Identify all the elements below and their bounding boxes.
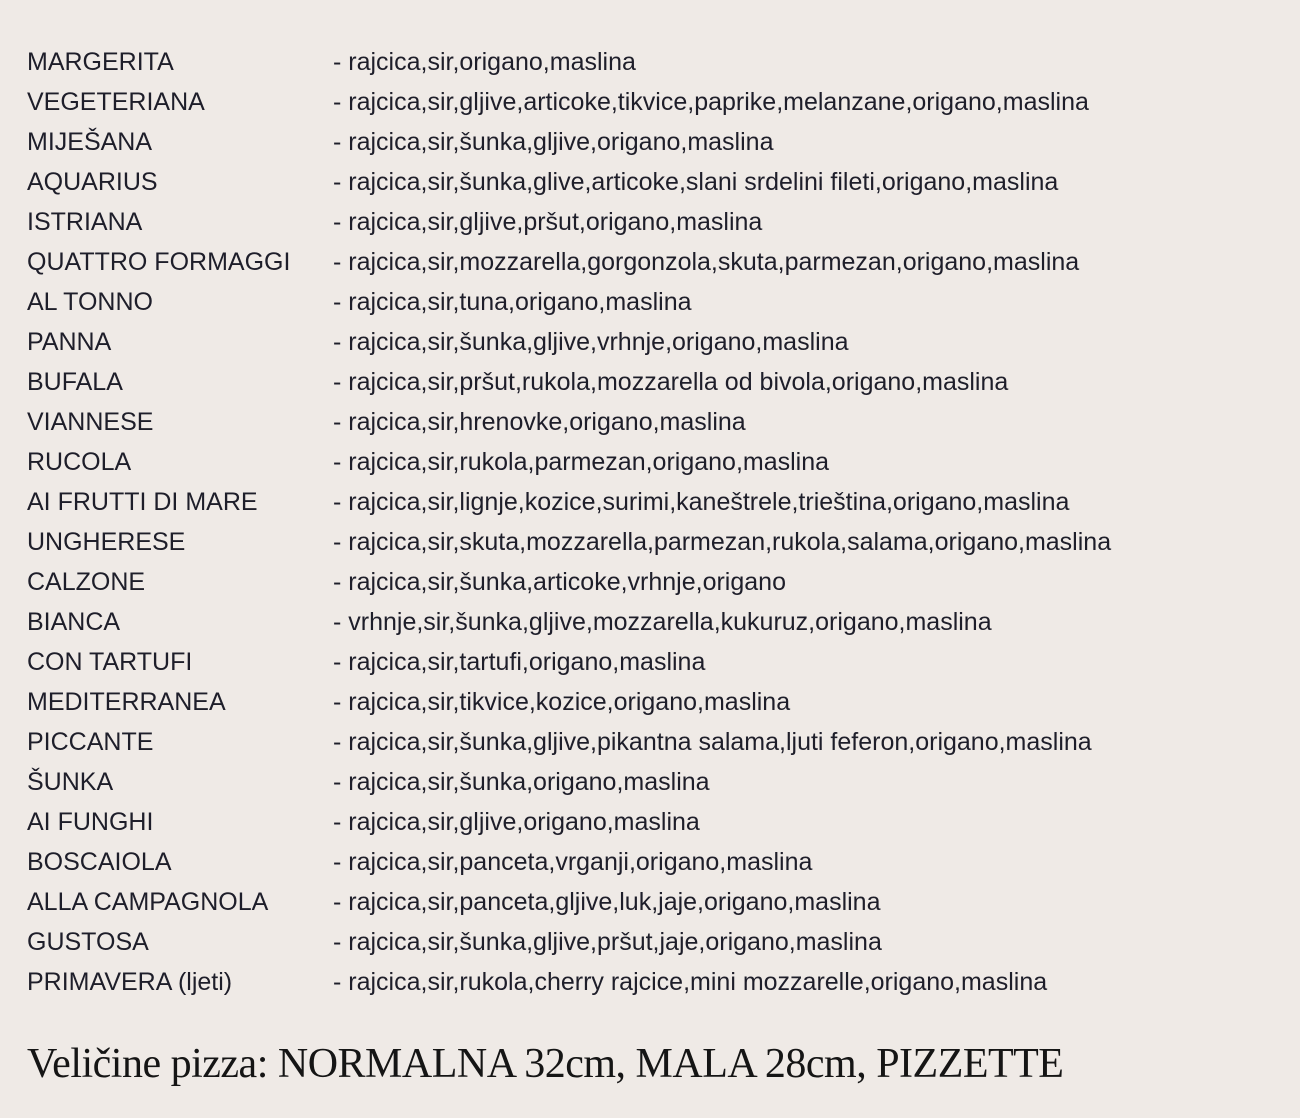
menu-row (27, 562, 1277, 602)
pizza-name: QUATTRO FORMAGGI (27, 248, 291, 276)
pizza-ingredients: - rajcica,sir,šunka,articoke,vrhnje,origano (333, 568, 786, 596)
menu-row (27, 842, 1277, 882)
menu-row (27, 202, 1277, 242)
pizza-name: BUFALA (27, 368, 123, 396)
pizza-ingredients: - rajcica,sir,gljive,articoke,tikvice,paprike,melanzane,origano,maslina (333, 88, 1089, 116)
menu-row (27, 362, 1277, 402)
pizza-name: RUCOLA (27, 448, 132, 476)
pizza-name: GUSTOSA (27, 928, 149, 956)
pizza-ingredients: - rajcica,sir,rukola,cherry rajcice,mini mozzarelle,origano,maslina (333, 968, 1048, 996)
pizza-ingredients: - rajcica,sir,šunka,origano,maslina (333, 768, 710, 796)
menu-row (27, 762, 1277, 802)
pizza-name: UNGHERESE (27, 528, 186, 556)
pizza-name: BOSCAIOLA (27, 848, 172, 876)
menu-row (27, 402, 1277, 442)
pizza-name: ISTRIANA (27, 208, 143, 236)
menu-row (27, 922, 1277, 962)
pizza-ingredients: - rajcica,sir,tikvice,kozice,origano,maslina (333, 688, 791, 716)
pizza-ingredients: - rajcica,sir,gljive,pršut,origano,maslina (333, 208, 763, 236)
pizza-sizes-note: Veličine pizza: NORMALNA 32cm, MALA 28cm, PIZZETTE (27, 1041, 1064, 1087)
pizza-name: PANNA (27, 328, 112, 356)
menu-row (27, 522, 1277, 562)
pizza-ingredients: - rajcica,sir,mozzarella,gorgonzola,skuta,parmezan,origano,maslina (333, 248, 1080, 276)
menu-row (27, 242, 1277, 282)
pizza-ingredients: - rajcica,sir,tartufi,origano,maslina (333, 648, 706, 676)
menu-row (27, 802, 1277, 842)
pizza-name: AL TONNO (27, 288, 153, 316)
menu-row (27, 642, 1277, 682)
pizza-name: MARGERITA (27, 48, 174, 76)
pizza-name: AI FUNGHI (27, 808, 154, 836)
pizza-ingredients: - rajcica,sir,gljive,origano,maslina (333, 808, 700, 836)
menu-row (27, 82, 1277, 122)
menu-row (27, 42, 1277, 82)
pizza-ingredients: - rajcica,sir,panceta,vrganji,origano,maslina (333, 848, 813, 876)
pizza-name: VIANNESE (27, 408, 154, 436)
pizza-name: MEDITERRANEA (27, 688, 226, 716)
pizza-name: ALLA CAMPAGNOLA (27, 888, 269, 916)
menu-row (27, 162, 1277, 202)
pizza-ingredients: - vrhnje,sir,šunka,gljive,mozzarella,kukuruz,origano,maslina (333, 608, 992, 636)
menu-row (27, 602, 1277, 642)
menu-row (27, 322, 1277, 362)
pizza-name: CALZONE (27, 568, 146, 596)
pizza-ingredients: - rajcica,sir,šunka,gljive,origano,maslina (333, 128, 774, 156)
menu-row (27, 682, 1277, 722)
menu-row (27, 122, 1277, 162)
pizza-name: BIANCA (27, 608, 121, 636)
pizza-ingredients: - rajcica,sir,šunka,gljive,pršut,jaje,origano,maslina (333, 928, 882, 956)
pizza-ingredients: - rajcica,sir,šunka,gljive,vrhnje,origano,maslina (333, 328, 849, 356)
pizza-name: AI FRUTTI DI MARE (27, 488, 258, 516)
pizza-name: VEGETERIANA (27, 88, 205, 116)
menu-row (27, 962, 1277, 1002)
pizza-ingredients: - rajcica,sir,panceta,gljive,luk,jaje,origano,maslina (333, 888, 881, 916)
pizza-ingredients: - rajcica,sir,origano,maslina (333, 48, 636, 76)
menu-row (27, 282, 1277, 322)
pizza-ingredients: - rajcica,sir,šunka,gljive,pikantna salama,ljuti feferon,origano,maslina (333, 728, 1092, 756)
pizza-name: ŠUNKA (27, 768, 114, 796)
pizza-ingredients: - rajcica,sir,lignje,kozice,surimi,kaneštrele,trieština,origano,maslina (333, 488, 1070, 516)
pizza-list (27, 42, 1277, 1002)
menu-row (27, 442, 1277, 482)
pizza-ingredients: - rajcica,sir,šunka,glive,articoke,slani srdelini fileti,origano,maslina (333, 168, 1059, 196)
menu-row (27, 722, 1277, 762)
pizza-ingredients: - rajcica,sir,rukola,parmezan,origano,maslina (333, 448, 830, 476)
pizza-ingredients: - rajcica,sir,tuna,origano,maslina (333, 288, 692, 316)
pizza-name: AQUARIUS (27, 168, 158, 196)
pizza-name: PRIMAVERA (ljeti) (27, 968, 233, 996)
pizza-ingredients: - rajcica,sir,skuta,mozzarella,parmezan,rukola,salama,origano,maslina (333, 528, 1112, 556)
pizza-ingredients: - rajcica,sir,pršut,rukola,mozzarella od bivola,origano,maslina (333, 368, 1009, 396)
menu-row (27, 882, 1277, 922)
pizza-name: PICCANTE (27, 728, 154, 756)
menu-row (27, 482, 1277, 522)
pizza-name: MIJEŠANA (27, 128, 153, 156)
pizza-ingredients: - rajcica,sir,hrenovke,origano,maslina (333, 408, 746, 436)
pizza-name: CON TARTUFI (27, 648, 193, 676)
